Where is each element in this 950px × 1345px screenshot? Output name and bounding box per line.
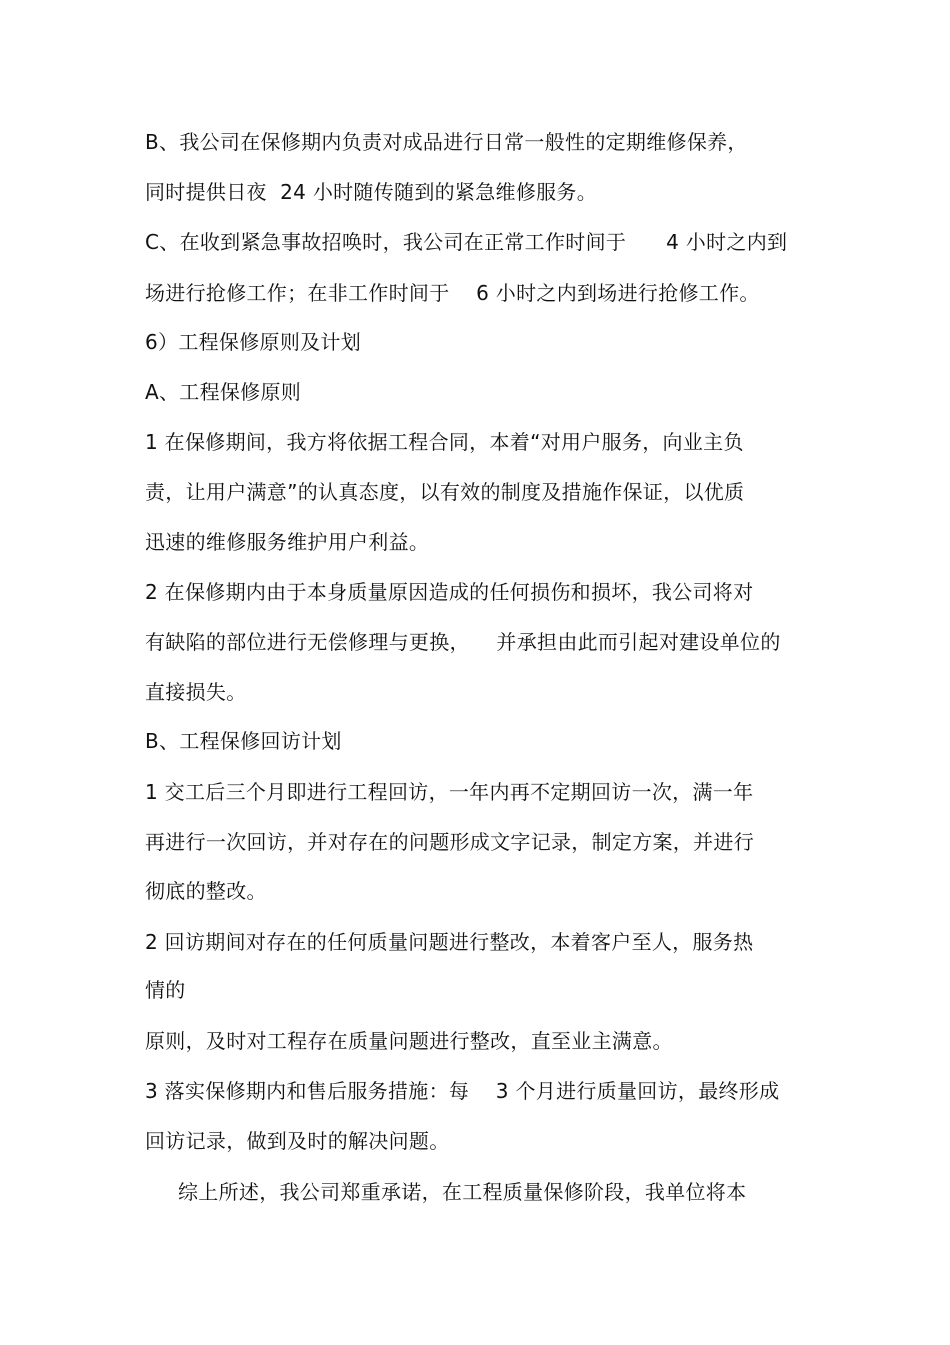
- section-heading-6: 6）工程保修原则及计划: [145, 330, 362, 354]
- paragraph-b-line-2: 同时提供日夜 24 小时随传随到的紧急维修服务。: [145, 180, 598, 204]
- plan-item-2-line-2: 情的: [145, 978, 186, 1002]
- summary-line-1: 综上所述，我公司郑重承诺，在工程质量保修阶段，我单位将本: [178, 1180, 747, 1204]
- subheading-a: A、工程保修原则: [145, 380, 302, 404]
- plan-item-2-line-1: 2 回访期间对存在的任何质量问题进行整改，本着客户至人，服务热: [145, 930, 754, 954]
- item-2-line-2: 有缺陷的部位进行无偿修理与更换， 并承担由此而引起对建设单位的: [145, 630, 781, 654]
- plan-item-2-line-3: 原则，及时对工程存在质量问题进行整改，直至业主满意。: [145, 1029, 673, 1053]
- subheading-b: B、工程保修回访计划: [145, 729, 342, 753]
- paragraph-c-line-2: 场进行抢修工作；在非工作时间于 6 小时之内到场进行抢修工作。: [145, 281, 760, 305]
- paragraph-b-line-1: B、我公司在保修期内负责对成品进行日常一般性的定期维修保养，: [145, 130, 748, 154]
- item-2-line-3: 直接损失。: [145, 680, 247, 704]
- plan-item-1-line-1: 1 交工后三个月即进行工程回访，一年内再不定期回访一次，满一年: [145, 780, 754, 804]
- item-1-line-2: 责，让用户满意”的认真态度，以有效的制度及措施作保证，以优质: [145, 480, 745, 504]
- plan-item-3-line-1: 3 落实保修期内和售后服务措施：每 3 个月进行质量回访，最终形成: [145, 1079, 780, 1103]
- plan-item-1-line-3: 彻底的整改。: [145, 879, 267, 903]
- item-1-line-1: 1 在保修期间，我方将依据工程合同，本着“对用户服务，向业主负: [145, 430, 744, 454]
- item-2-line-1: 2 在保修期内由于本身质量原因造成的任何损伤和损坏，我公司将对: [145, 580, 754, 604]
- plan-item-3-line-2: 回访记录，做到及时的解决问题。: [145, 1129, 450, 1153]
- plan-item-1-line-2: 再进行一次回访，并对存在的问题形成文字记录，制定方案，并进行: [145, 830, 754, 854]
- item-1-line-3: 迅速的维修服务维护用户利益。: [145, 530, 430, 554]
- paragraph-c-line-1: C、在收到紧急事故招唤时，我公司在正常工作时间于 4 小时之内到: [145, 230, 788, 254]
